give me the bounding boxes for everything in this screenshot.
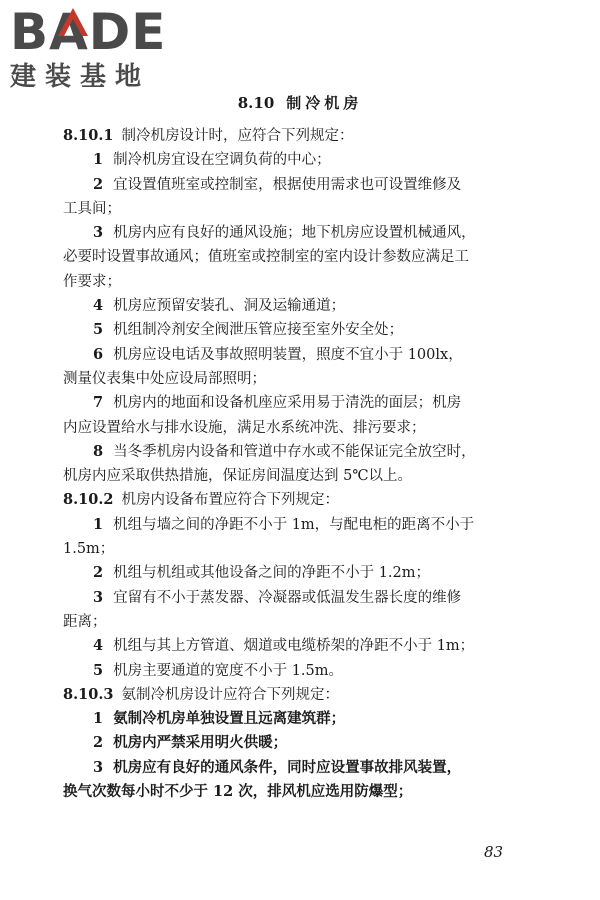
section-heading <box>0 93 600 113</box>
item-text: 机房内严禁采用明火供暖； <box>113 734 288 752</box>
item-number: 1 <box>93 710 104 728</box>
item-text: 机组制冷剂安全阀泄压管应接至室外安全处； <box>113 322 404 339</box>
item-text: 机组与其上方管道、烟道或电缆桥架的净距不小于 1m； <box>113 638 475 655</box>
list-item <box>63 343 518 367</box>
item-text: 机房应设电话及事故照明装置，照度不宜小于 100lx， <box>113 346 463 363</box>
list-item <box>63 294 518 318</box>
item-text: 制冷机房宜设在空调负荷的中心； <box>113 152 331 169</box>
document-body <box>63 124 518 804</box>
logo-brand: BADE <box>10 3 167 61</box>
page-number: 83 <box>484 843 504 861</box>
list-item <box>63 148 518 172</box>
item-text: 机房应有良好的通风条件，同时应设置事故排风装置， <box>113 758 462 776</box>
item-number: 2 <box>93 734 104 752</box>
item-number: 2 <box>93 564 104 582</box>
item-continuation: 工具间； <box>63 200 121 217</box>
item-number: 3 <box>93 588 104 606</box>
item-number: 5 <box>93 321 104 339</box>
item-number: 8 <box>93 442 104 460</box>
clause-number: 8.10.2 <box>63 491 114 509</box>
logo-subtitle: 建装基地 <box>10 62 151 92</box>
item-continuation: 测量仪表集中处应设局部照明； <box>63 370 266 387</box>
item-text: 机房主要通道的宽度不小于 1.5m。 <box>113 662 344 679</box>
list-item <box>63 391 518 415</box>
item-text: 机组与墙之间的净距不小于 1m，与配电柜的距离不小于 <box>113 516 475 533</box>
list-item <box>63 756 518 780</box>
item-text: 氨制冷机房单独设置且远离建筑群； <box>113 710 346 728</box>
list-item <box>63 731 518 755</box>
item-continuation: 作要求； <box>63 273 121 290</box>
clause-number: 8.10.3 <box>63 685 114 703</box>
clause-text: 氨制冷机房设计应符合下列规定： <box>121 686 339 703</box>
list-item <box>63 634 518 658</box>
item-continuation: 内应设置给水与排水设施，满足水系统冲洗、排污要求； <box>63 419 426 436</box>
item-continuation: 1.5m； <box>63 541 115 558</box>
list-item <box>63 173 518 197</box>
clause-heading <box>63 488 518 512</box>
list-item <box>63 586 518 610</box>
clause-text: 机房内设备布置应符合下列规定： <box>121 492 339 509</box>
clause-text: 制冷机房设计时，应符合下列规定： <box>121 128 354 144</box>
item-text: 宜设置值班室或控制室，根据使用需求也可设置维修及 <box>113 176 462 193</box>
logo <box>8 4 183 96</box>
item-text: 机房内的地面和设备机座应采用易于清洗的面层；机房 <box>113 395 462 412</box>
item-continuation: 必要时设置事故通风；值班室或控制室的室内设计参数应满足工 <box>63 249 469 266</box>
list-item <box>63 221 518 245</box>
clause-heading <box>63 683 518 707</box>
item-number: 4 <box>93 297 104 315</box>
item-text: 当冬季机房内设备和管道中存水或不能保证完全放空时， <box>113 443 476 460</box>
item-number: 4 <box>93 637 104 655</box>
item-number: 1 <box>93 515 104 533</box>
list-item <box>63 318 518 342</box>
section-title: 制冷机房 <box>286 94 363 112</box>
section-number: 8.10 <box>237 94 275 112</box>
item-text: 机房内应有良好的通风设施；地下机房应设置机械通风， <box>113 225 476 242</box>
item-continuation: 机房内应采取供热措施，保证房间温度达到 5℃以上。 <box>63 468 413 485</box>
list-item <box>63 440 518 464</box>
item-text: 机房应预留安装孔、洞及运输通道； <box>113 298 346 315</box>
item-text: 机组与机组或其他设备之间的净距不小于 1.2m； <box>113 565 431 582</box>
item-number: 3 <box>93 758 104 776</box>
item-number: 5 <box>93 661 104 679</box>
logo-roof-icon <box>56 6 90 38</box>
clause-heading <box>63 124 518 148</box>
list-item <box>63 513 518 537</box>
item-number: 2 <box>93 175 104 193</box>
item-text: 宜留有不小于蒸发器、冷凝器或低温发生器长度的维修 <box>113 589 462 606</box>
item-number: 7 <box>93 394 104 412</box>
item-number: 6 <box>93 345 104 363</box>
item-continuation: 距离； <box>63 613 107 630</box>
item-continuation: 换气次数每小时不少于 12 次，排风机应选用防爆型； <box>63 783 413 801</box>
clause-number: 8.10.1 <box>63 127 114 144</box>
item-number: 1 <box>93 151 104 169</box>
item-number: 3 <box>93 224 104 242</box>
list-item <box>63 707 518 731</box>
list-item <box>63 561 518 585</box>
list-item <box>63 659 518 683</box>
